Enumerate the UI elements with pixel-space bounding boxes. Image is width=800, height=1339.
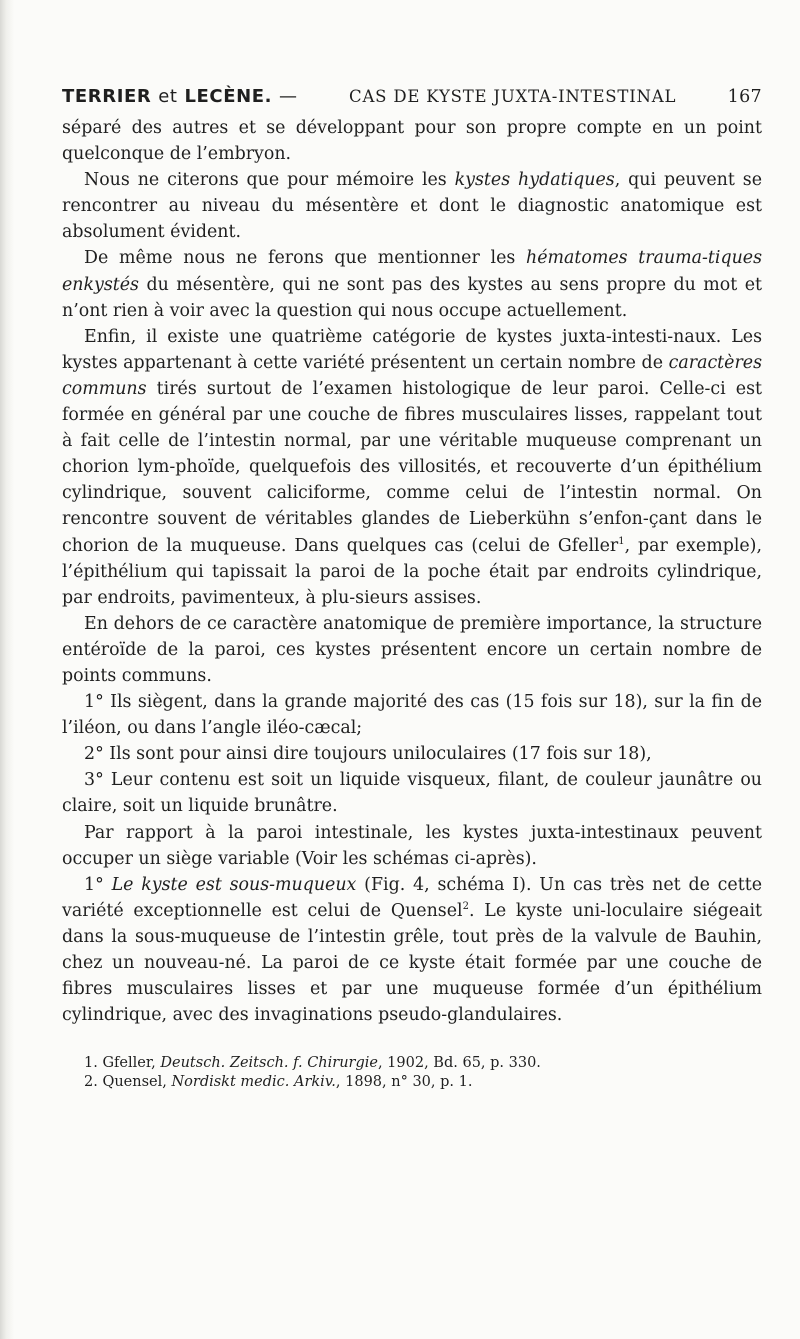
- body-text: [62, 115, 762, 1028]
- text-run: . Le kyste uni-loculaire siégeait dans la sous-muqueuse de l’intestin grêle, tout près de la valvule de Bauhin, chez un nouveau-né. La paroi de ce kyste était formée par une couche de fibres musculaires lisses et par une muqueuse formée d’un épithélium cylindrique, avec des invaginations pseudo-glandulaires.: [62, 900, 763, 1026]
- header-dash: —: [279, 86, 298, 107]
- italic-run: hématomes trauma-tiques enkystés: [62, 248, 763, 295]
- footnote-1: [62, 1054, 762, 1073]
- paragraph: [62, 324, 762, 611]
- italic-run: Le kyste est sous-muqueux: [111, 874, 357, 895]
- paragraph: 3° Leur contenu est soit un liquide visqueux, filant, de couleur jaunâtre ou claire, soit un liquide brunâtre.: [62, 770, 762, 817]
- italic-run: Nordiskt medic. Arkiv.: [171, 1074, 336, 1091]
- italic-run: caractères communs: [62, 352, 762, 399]
- text-run: 1. Gfeller,: [84, 1055, 161, 1072]
- text-run: 1°: [84, 874, 112, 895]
- footnotes: [62, 1054, 762, 1092]
- text-run: , 1898, n° 30, p. 1.: [335, 1074, 473, 1091]
- text-run: , par exemple), l’épithélium qui tapissait la paroi de la poche était par endroits cylindrique, par endroits, pavimenteux, à plu-sieurs assises.: [62, 535, 762, 608]
- paragraph: Par rapport à la paroi intestinale, les kystes juxta-intestinaux peuvent occuper un siège variable (Voir les schémas ci-après).: [62, 822, 762, 869]
- paragraph: 1° Ils siègent, dans la grande majorité des cas (15 fois sur 18), sur la fin de l’iléon, ou dans l’angle iléo-cæcal;: [62, 692, 762, 739]
- paragraph: séparé des autres et se développant pour son propre compte en un point quelconque de l’embryon.: [62, 118, 762, 165]
- text-run: , qui peuvent se rencontrer au niveau du mésentère et dont le diagnostic anatomique est absolument évident.: [62, 170, 763, 243]
- text-run: 2. Quensel,: [84, 1074, 172, 1091]
- author-conjunction: et: [158, 86, 178, 107]
- paragraph: [62, 872, 762, 1029]
- paragraph: [62, 167, 762, 245]
- header-authors: [62, 86, 298, 107]
- text-run: De même nous ne ferons que mentionner les: [84, 248, 527, 269]
- text-run: , 1902, Bd. 65, p. 330.: [377, 1055, 541, 1072]
- italic-run: Deutsch. Zeitsch. f. Chirurgie: [160, 1055, 378, 1072]
- paragraph: 2° Ils sont pour ainsi dire toujours uniloculaires (17 fois sur 18),: [84, 744, 652, 765]
- text-run: Nous ne citerons que pour mémoire les: [84, 170, 455, 191]
- text-run: (Fig. 4, schéma I). Un cas très net de cette variété exceptionnelle est celui de Quensel: [62, 874, 762, 921]
- text-run: tirés surtout de l’examen histologique de leur paroi. Celle-ci est formée en général par une couche de fibres musculaires lisses, rappelant tout à fait celle de l’intestin normal, par une véritable muqueuse comprenant un chorion lym-phoïde, quelquefois des villosités, et recouverte d’un épithélium cylindrique, souvent caliciforme, comme celui de l’intestin normal. On rencontre souvent de véritables glandes de Lieberkühn s’enfon-çant dans le chorion de la muqueuse. Dans quelques cas (celui de Gfeller: [62, 378, 762, 556]
- author-terrier: TERRIER: [62, 86, 152, 107]
- paragraph: [62, 245, 762, 323]
- page-edge-shadow: [0, 0, 14, 1339]
- italic-run: kystes hydatiques: [454, 170, 615, 191]
- running-title: CAS DE KYSTE JUXTA-INTESTINAL: [349, 87, 677, 106]
- author-lecene: LECÈNE.: [184, 86, 273, 107]
- footnote-2: [62, 1073, 762, 1092]
- text-run: Enfin, il existe une quatrième catégorie de kystes juxta-intesti-naux. Les kystes appartenant à cette variété présentent un certain nombre de: [62, 326, 762, 373]
- book-page: [62, 86, 762, 1092]
- paragraph: En dehors de ce caractère anatomique de première importance, la structure entéroïde de la paroi, ces kystes présentent encore un certain nombre de points communs.: [62, 613, 762, 686]
- footnote-ref-2: 2: [462, 901, 469, 913]
- running-header: [62, 86, 762, 107]
- page-number: 167: [727, 87, 762, 107]
- footnote-ref-1: 1: [618, 535, 625, 547]
- text-run: du mésentère, qui ne sont pas des kystes au sens propre du mot et n’ont rien à voir avec la question qui nous occupe actuellement.: [62, 274, 762, 321]
